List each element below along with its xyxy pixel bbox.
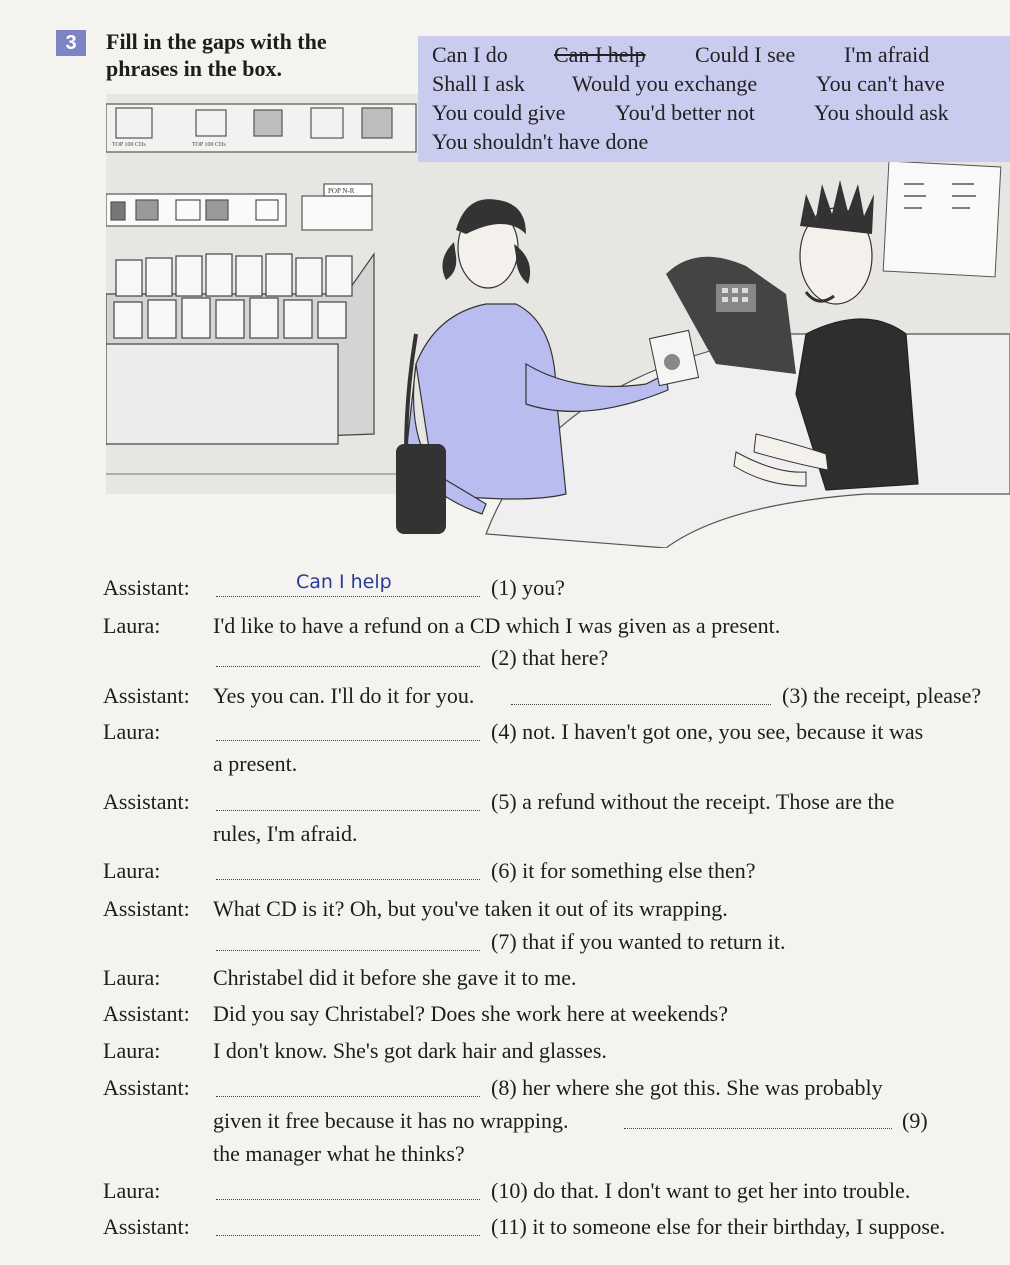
speaker-assistant: Assistant: <box>103 1214 190 1239</box>
dialogue-line: (1) you? <box>491 575 565 600</box>
phrase-youd-better-not: You'd better not <box>615 100 755 125</box>
dialogue-line: I'd like to have a refund on a CD which I was given as a present. <box>213 613 781 638</box>
dialogue-line: Christabel did it before she gave it to me. <box>213 965 577 990</box>
phrase-you-should-ask: You should ask <box>814 100 949 125</box>
speaker-assistant: Assistant: <box>103 1075 190 1100</box>
dialogue-line: (6) it for something else then? <box>491 858 756 883</box>
speaker-assistant: Assistant: <box>103 789 190 814</box>
speaker-laura: Laura: <box>103 719 161 744</box>
shelf-label-2: TOP 100 CDs <box>192 142 226 148</box>
phrase-you-shouldnt-have-done: You shouldn't have done <box>432 129 649 154</box>
gap-6[interactable] <box>216 879 480 880</box>
gap-9[interactable] <box>624 1128 892 1129</box>
shelf-label-3: POP N-R <box>328 187 355 195</box>
dialogue-line: (7) that if you wanted to return it. <box>491 929 786 954</box>
dialogue-line: (5) a refund without the receipt. Those are the <box>491 789 895 814</box>
phrase-you-cant-have: You can't have <box>816 71 945 96</box>
shelf-label-1: TOP 100 CDs <box>112 142 146 148</box>
phrase-im-afraid: I'm afraid <box>844 42 930 67</box>
dialogue-line: Yes you can. I'll do it for you. <box>213 683 475 708</box>
speaker-laura: Laura: <box>103 858 161 883</box>
speaker-assistant: Assistant: <box>103 896 190 921</box>
dialogue-line: What CD is it? Oh, but you've taken it out of its wrapping. <box>213 896 728 921</box>
phrase-would-you-exchange: Would you exchange <box>572 71 758 96</box>
speaker-assistant: Assistant: <box>103 683 190 708</box>
dialogue-line: (8) her where she got this. She was probably <box>491 1075 883 1100</box>
speaker-laura: Laura: <box>103 965 161 990</box>
handwritten-answer-1: Can I help <box>296 571 392 593</box>
gap-5[interactable] <box>216 810 480 811</box>
dialogue-line: (10) do that. I don't want to get her into trouble. <box>491 1178 911 1203</box>
dialogue-line: rules, I'm afraid. <box>213 821 358 846</box>
gap-3[interactable] <box>511 704 771 705</box>
gap-1[interactable] <box>216 596 480 597</box>
speaker-assistant: Assistant: <box>103 575 190 600</box>
phrase-could-i-see: Could I see <box>695 42 796 67</box>
dialogue-line: I don't know. She's got dark hair and glasses. <box>213 1038 607 1063</box>
instruction-line-1: Fill in the gaps with the <box>106 29 327 54</box>
dialogue-line: (3) the receipt, please? <box>782 683 982 708</box>
phrase-can-i-help: Can I help <box>554 42 646 67</box>
dialogue-line: (2) that here? <box>491 645 609 670</box>
gap-10[interactable] <box>216 1199 480 1200</box>
dialogue-line: (4) not. I haven't got one, you see, because it was <box>491 719 924 744</box>
gap-2[interactable] <box>216 666 480 667</box>
dialogue-line: Did you say Christabel? Does she work here at weekends? <box>213 1001 729 1026</box>
dialogue-line: a present. <box>213 751 298 776</box>
gap-11[interactable] <box>216 1235 480 1236</box>
gap-7[interactable] <box>216 950 480 951</box>
speaker-assistant: Assistant: <box>103 1001 190 1026</box>
phrase-shall-i-ask: Shall I ask <box>432 71 525 96</box>
dialogue-line: given it free because it has no wrapping. <box>213 1108 569 1133</box>
dialogue-line: (11) it to someone else for their birthday, I suppose. <box>491 1214 946 1239</box>
dialogue-line: (9) <box>902 1108 928 1133</box>
speaker-laura: Laura: <box>103 1178 161 1203</box>
phrase-can-i-do: Can I do <box>432 42 508 67</box>
gap-8[interactable] <box>216 1096 480 1097</box>
gap-4[interactable] <box>216 740 480 741</box>
speaker-laura: Laura: <box>103 613 161 638</box>
instruction-line-2: phrases in the box. <box>106 56 283 81</box>
dialogue-line: the manager what he thinks? <box>213 1141 465 1166</box>
phrase-you-could-give: You could give <box>432 100 566 125</box>
speaker-laura: Laura: <box>103 1038 161 1063</box>
exercise-number-badge: 3 <box>56 30 86 56</box>
